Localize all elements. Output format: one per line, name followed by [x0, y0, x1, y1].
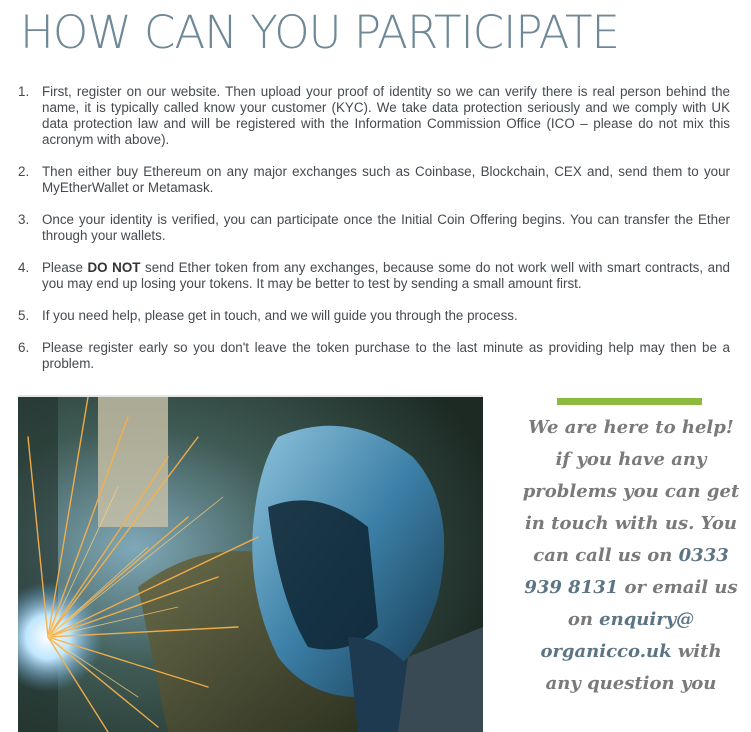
list-item-text: Once your identity is verified, you can participate once the Initial Coin Offering begins. You can transfer the Ether through your wallets.	[42, 212, 730, 243]
list-item	[18, 212, 730, 244]
list-item-number: 1.	[18, 84, 30, 99]
list-item	[18, 84, 730, 148]
list-item	[18, 164, 730, 196]
list-item-number: 5.	[18, 308, 30, 323]
page-title: HOW CAN YOU PARTICIPATE	[20, 6, 619, 59]
list-item	[18, 260, 730, 292]
help-callout	[522, 412, 740, 700]
accent-bar	[557, 398, 702, 405]
welder-photo	[18, 397, 483, 732]
list-item-number: 2.	[18, 164, 30, 179]
email-address: enquiry@ organicco.uk	[540, 609, 695, 662]
list-item	[18, 308, 730, 324]
list-item-text-start: Please	[42, 260, 88, 275]
list-item-text: First, register on our website. Then upload your proof of identity so we can verify there is real person behind the name, it is typically called know your customer (KYC). We take data protection seriously and we comply with UK data protection law and will be registered with the Information Commission Office (ICO – please do not mix this acronym with above).	[42, 84, 730, 147]
list-item-number: 6.	[18, 340, 30, 355]
participation-steps-list	[18, 84, 730, 388]
list-item	[18, 340, 730, 372]
list-item-text: Then either buy Ethereum on any major exchanges such as Coinbase, Blockchain, CEX and, send them to your MyEtherWallet or Metamask.	[42, 164, 730, 195]
help-intro-text: We are here to help! if you have any problems you can get in touch with us. You can call us on	[522, 417, 740, 566]
help-outro-text: with any question you	[545, 641, 722, 694]
list-item-text-end: send Ether token from any exchanges, because some do not work well with smart contracts, and you may end up losing your tokens. It may be better to test by sending a small amount first.	[42, 260, 730, 291]
list-item-text: If you need help, please get in touch, and we will guide you through the process.	[42, 308, 518, 323]
do-not-emphasis: DO NOT	[87, 260, 141, 275]
help-middle-text: or email us on	[567, 577, 738, 630]
phone-number: 0333 939 8131	[524, 545, 729, 598]
list-item-text: Please register early so you don't leave the token purchase to the last minute as providing help may then be a problem.	[42, 340, 730, 371]
list-item-number: 3.	[18, 212, 30, 227]
list-item-number: 4.	[18, 260, 30, 275]
